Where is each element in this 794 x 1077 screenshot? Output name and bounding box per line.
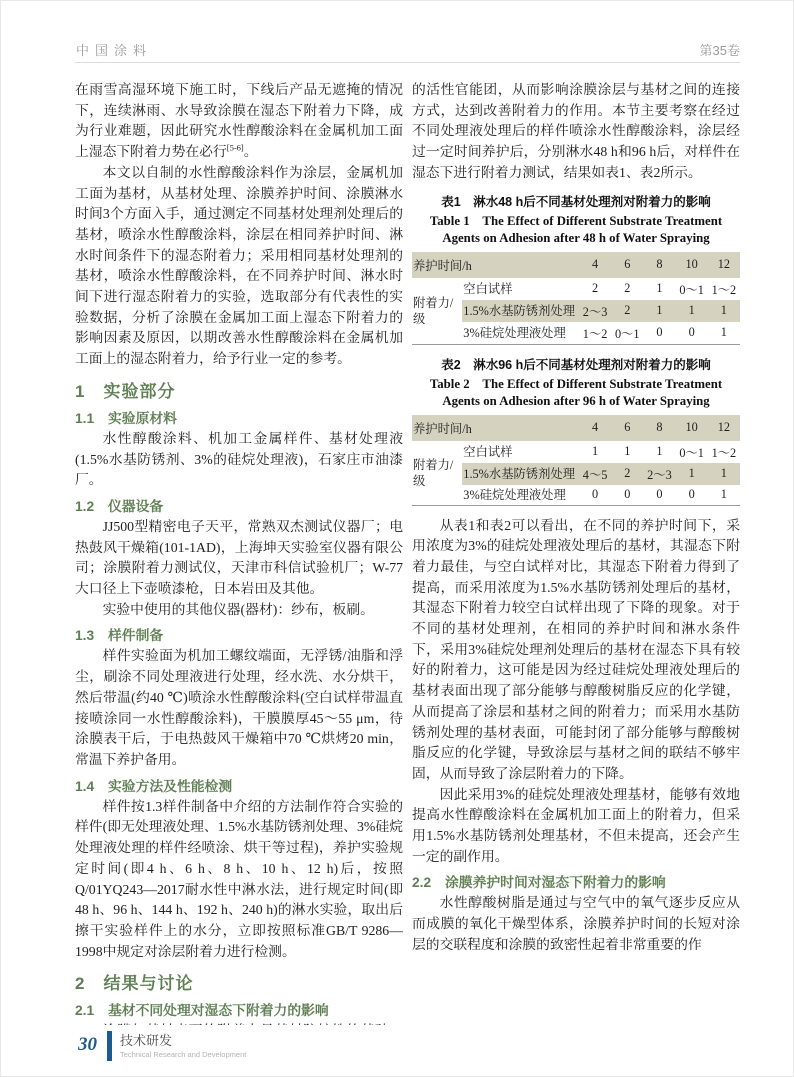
paragraph: 因此采用3%的硅烷处理液处理基材，能够有效地提高水性醇酸涂料在金属机加工面上的附着力，但采用1.5%水基防锈剂处理基材，不但未提高，还会产生一定的副作用。 <box>412 786 740 864</box>
paragraph: 水性醇酸涂料、机加工金属样件、基材处理液(1.5%水基防锈剂、3%的硅烷处理液)，石家庄市油漆厂。 <box>75 430 403 488</box>
table-1-title-cn: 表1 淋水48 h后不同基材处理剂对附着力的影响 <box>441 194 711 209</box>
table-cell: 1 <box>643 300 675 322</box>
footer-labels <box>120 1031 246 1059</box>
table-row-label: 空白试样 <box>463 281 513 296</box>
section-heading-1: 1 实验部分 <box>75 381 176 401</box>
table-2-title-en: Table 2 The Effect of Different Substrate Treatment <box>429 376 723 391</box>
paragraph-text: 在雨雪高湿环境下施工时，下线后产品无遮掩的情况下，连续淋雨、水导致涂膜在湿态下附着力下降，成为行业难题，因此研究水性醇酸涂料在金属机加工面上湿态下附着力势在必行 <box>75 82 403 160</box>
table-row-label: 1.5%水基防锈剂处理 <box>462 300 579 322</box>
table-header-cell: 4 <box>579 415 611 441</box>
table-cell: 1 <box>708 300 740 322</box>
table-row <box>412 278 740 300</box>
paragraph: 实验中使用的其他仪器(器材)：纱布，板刷。 <box>102 601 374 617</box>
table-header-cell: 12 <box>708 252 740 278</box>
table-header-cell: 6 <box>611 415 643 441</box>
table-cell: 0 <box>688 487 695 502</box>
table-cell: 1 <box>592 444 599 459</box>
table-row-label: 空白试样 <box>463 444 513 459</box>
table-row-label: 1.5%水基防锈剂处理 <box>462 463 579 485</box>
table-cell: 1～2 <box>711 445 737 460</box>
table-cell: 0 <box>688 325 695 340</box>
table-cell: 1～2 <box>582 326 608 341</box>
footer-divider-bar <box>107 1031 112 1061</box>
right-column <box>412 80 740 1025</box>
table-cell: 2～3 <box>579 300 611 322</box>
table-group-label: 附着力/级 <box>412 278 462 345</box>
subsection-heading-1-2: 1.2 仪器设备 <box>75 498 164 514</box>
subsection-heading-1-4: 1.4 实验方法及性能检测 <box>75 778 233 794</box>
paragraph <box>75 80 403 163</box>
table-cell: 0 <box>592 487 599 502</box>
table-header-cell: 8 <box>643 415 675 441</box>
journal-title: 中国涂料 <box>76 43 153 58</box>
paragraph: JJ500型精密电子天平，常熟双杰测试仪器厂；电热鼓风干燥箱(101-1AD)，上海坤天实验室仪器有限公司；涂膜附着力测试仪，天津市科信试验机厂；W-77大口径上下壶喷漆枪，日本岩田及其他。 <box>75 518 403 597</box>
subsection-heading-1-1: 1.1 实验原材料 <box>75 410 177 426</box>
table-cell: 2 <box>592 281 599 296</box>
table-cell: 0～1 <box>679 282 704 297</box>
table-cell: 1 <box>708 463 740 485</box>
volume-label: 第35卷 <box>699 43 740 58</box>
table-cell: 0 <box>624 487 631 502</box>
table-cell: 1 <box>656 281 663 296</box>
table-1 <box>412 192 740 345</box>
subsection-heading-2-2: 2.2 涂膜养护时间对湿态下附着力的影响 <box>412 875 666 891</box>
table-cell: 1 <box>676 300 708 322</box>
table-1-title-en: Agents on Adhesion after 48 h of Water Spraying <box>442 230 710 245</box>
paragraph: 样件按1.3样件制备中介绍的方法制作符合实验的样件(即无处理液处理、1.5%水基防锈剂处理、3%硅烷处理液处理的样件经喷涂、烘干等过程)，养护实验规定时间(即4 h、6 h、8 h、10 h、12 h)后，按照Q/01YQ243—2017耐水性中淋水法，进行规定时间(即48 h、96 h、144 h、192 h、240 h)的淋水实验，取出后擦干实验样件上的水分，立即按照标准GB/T 9286—1998中规定对涂层附着力进行检测。 <box>75 798 403 959</box>
table-cell: 0 <box>656 487 663 502</box>
subsection-heading-2-1: 2.1 基材不同处理对湿态下附着力的影响 <box>75 1003 329 1019</box>
table-cell: 2 <box>611 300 643 322</box>
header-rule <box>75 62 740 63</box>
citation-ref: [5-6] <box>226 142 244 153</box>
paragraph: 水性醇酸树脂是通过与空气中的氧气逐步反应从而成膜的氧化干燥型体系，涂膜养护时间的长短对涂层的交联程度和涂膜的致密性起着非常重要的作 <box>412 895 740 952</box>
page-number: 30 <box>78 1034 97 1055</box>
left-column <box>75 80 403 1025</box>
footer-section-label-cn: 技术研发 <box>120 1033 173 1048</box>
table-header-cell: 10 <box>676 415 708 441</box>
paragraph: 样件实验面为机加工螺纹端面，无浮锈/油脂和浮尘，刷涂不同处理液进行处理，经水洗、水分烘干，然后带温(约40 ℃)喷涂水性醇酸涂料(空白试样带温直接喷涂同一水性醇酸涂料)，干膜膜厚45～55 μm，待涂膜表干后，于电热鼓风干燥箱中70 ℃烘烤20 min，常温下养护备用。 <box>75 648 403 767</box>
table-cell: 0 <box>656 325 663 340</box>
table-group-label: 附着力/级 <box>412 441 462 506</box>
table-cell: 2 <box>624 281 631 296</box>
table-2-title-en: Agents on Adhesion after 96 h of Water Spraying <box>442 393 710 408</box>
table-1-title-en: Table 1 The Effect of Different Substrate Treatment <box>429 213 723 228</box>
table-row-label: 3%硅烷处理液处理 <box>463 487 566 502</box>
table-row <box>412 441 740 463</box>
table-header-row <box>412 252 740 278</box>
table-header-cell: 8 <box>643 252 675 278</box>
table-header-row <box>412 415 740 441</box>
paragraph: 本文以自制的水性醇酸涂料作为涂层，金属机加工面为基材，从基材处理、涂膜养护时间、涂膜淋水时间3个方面入手，通过测定不同基材处理剂处理后的基材，喷涂水性醇酸涂料，涂层在相同养护时间、淋水时间条件下的湿态附着力；采用相同基材处理剂的基材，喷涂水性醇酸涂料，在不同养护时间、淋水时间下进行湿态附着力的实验，选取部分有代表性的实验数据，分析了涂膜在金属加工面上湿态下附着力的影响因素及原因，以期改善水性醇酸涂料在金属机加工面上的湿态附着力，给予行业一定的参考。 <box>75 164 403 367</box>
table-row-label: 3%硅烷处理液处理 <box>463 325 566 340</box>
table-cell: 1 <box>624 444 631 459</box>
table-cell: 1～2 <box>711 282 737 297</box>
page-footer <box>78 1031 246 1061</box>
table-2 <box>412 355 740 506</box>
table-header-label: 养护时间/h <box>412 415 579 441</box>
table-header-label: 养护时间/h <box>412 252 579 278</box>
table-cell: 2 <box>611 463 643 485</box>
table-2-title-cn: 表2 淋水96 h后不同基材处理剂对附着力的影响 <box>441 357 711 372</box>
paragraph: 的活性官能团，从而影响涂膜涂层与基材之间的连接方式，达到改善附着力的作用。本节主要考察在经过不同处理液处理后的样件喷涂水性醇酸涂料，涂层经过一定时间养护后，分别淋水48 h和96 h后，对样件在湿态下进行附着力测试，结果如表1、表2所示。 <box>412 82 740 180</box>
table-cell: 0～1 <box>614 326 640 341</box>
table-2-grid <box>412 415 740 506</box>
table-cell: 1 <box>720 487 727 502</box>
table-header-cell: 10 <box>676 252 708 278</box>
table-cell: 1 <box>656 444 663 459</box>
table-cell: 4～5 <box>579 463 611 485</box>
table-header-cell: 12 <box>708 415 740 441</box>
table-cell: 1 <box>720 325 727 340</box>
table-cell: 2～3 <box>643 463 675 485</box>
subsection-heading-1-3: 1.3 样件制备 <box>75 628 164 644</box>
table-header-cell: 6 <box>611 252 643 278</box>
paragraph-text: 。 <box>243 144 258 160</box>
table-cell: 1 <box>676 463 708 485</box>
footer-section-label-en: Technical Research and Development <box>120 1050 247 1059</box>
paragraph: 从表1和表2可以看出，在不同的养护时间下，采用浓度为3%的硅烷处理液处理后的基材，其湿态下附着力最佳，与空白试样对比，其湿态下附着力得到了提高，而采用浓度为1.5%水基防锈剂处理后的基材，其湿态下附着力较空白试样出现了下降的现象。对于不同的基材处理剂，在相同的养护时间和淋水条件下，采用3%硅烷处理剂处理后的基材在湿态下具有较好的附着力，这可能是因为经过硅烷处理液处理后的基材表面出现了部分能够与醇酸树脂反应的化学键，从而提高了涂层和基材之间的附着力；而采用水基防锈剂处理的基材表面，可能封闭了部分能够与醇酸树脂反应的化学键，导致涂层与基材之间的联结不够牢固，从而导致了涂层附着力的下降。 <box>412 517 740 781</box>
table-header-cell: 4 <box>579 252 611 278</box>
section-heading-2: 2 结果与讨论 <box>75 974 194 994</box>
paragraph <box>75 1021 403 1025</box>
table-1-grid <box>412 252 740 345</box>
table-cell: 0～1 <box>679 445 704 460</box>
